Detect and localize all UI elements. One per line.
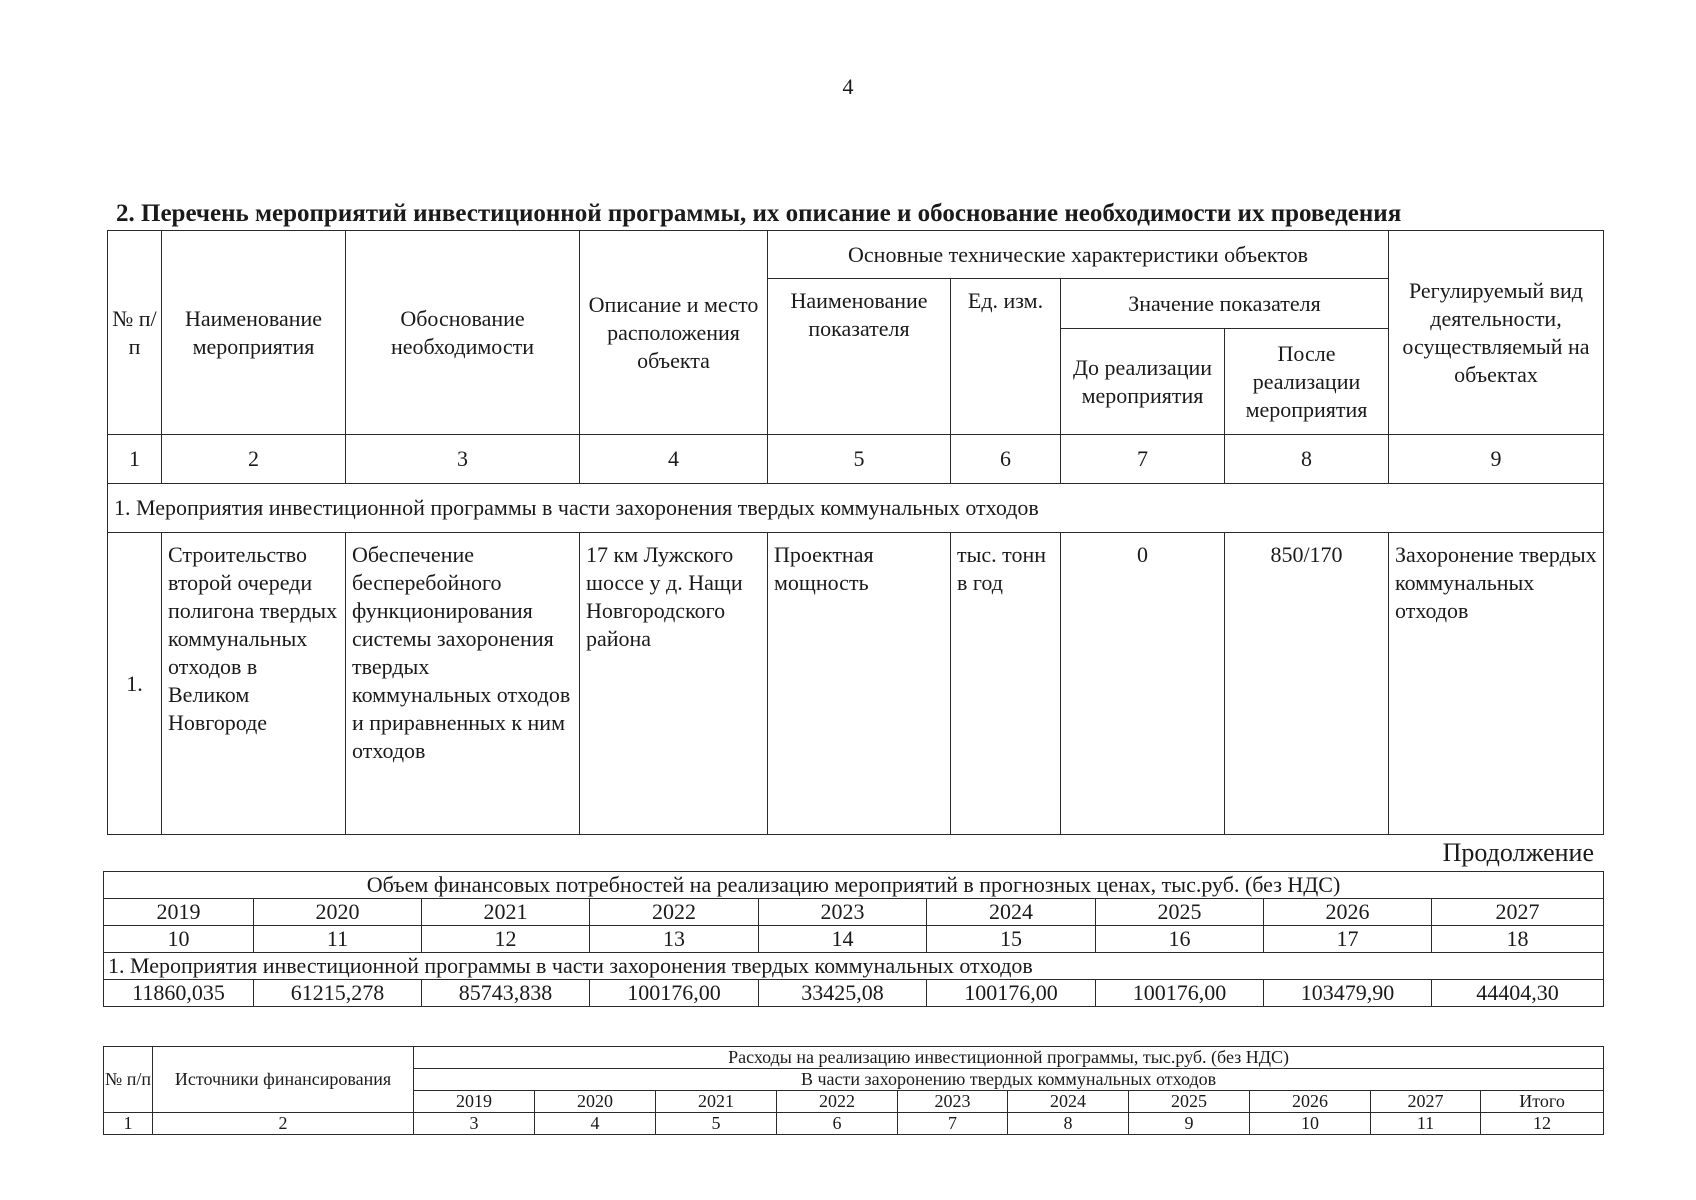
column-number: 8 (1225, 435, 1389, 484)
header-measure-name: Наименование мероприятия (162, 231, 346, 435)
value-after: 850/170 (1225, 533, 1389, 835)
year-cell: 2022 (777, 1091, 898, 1113)
year-cell: 2025 (1096, 899, 1264, 926)
column-number: 8 (1008, 1113, 1129, 1135)
column-number: 17 (1264, 926, 1432, 953)
section-heading: 2. Перечень мероприятий инвестиционной программы, их описание и обоснование необходимости их проведения (116, 200, 1402, 227)
header-justification: Обоснование необходимости (346, 231, 580, 435)
column-number: 9 (1129, 1113, 1250, 1135)
year-cell: 2027 (1371, 1091, 1481, 1113)
section-row: 1. Мероприятия инвестиционной программы в части захоронения твердых коммунальных отходов (104, 953, 1604, 980)
amount-cell: 100176,00 (590, 980, 759, 1007)
measure-name: Строительство второй очереди полигона твердых коммунальных отходов в Великом Новгороде (162, 533, 346, 835)
amount-cell: 85743,838 (422, 980, 590, 1007)
column-number: 16 (1096, 926, 1264, 953)
header-num: № п/п (108, 231, 162, 435)
column-number: 12 (422, 926, 590, 953)
header-sources: Источники финансирования (153, 1047, 414, 1113)
column-number: 11 (254, 926, 422, 953)
year-cell: 2026 (1264, 899, 1432, 926)
column-number: 10 (104, 926, 254, 953)
column-number: 15 (927, 926, 1096, 953)
column-number: 4 (535, 1113, 656, 1135)
year-cell: 2021 (656, 1091, 777, 1113)
column-number: 9 (1389, 435, 1604, 484)
amount-cell: 44404,30 (1432, 980, 1604, 1007)
amount-cell: 100176,00 (1096, 980, 1264, 1007)
amount-cell: 61215,278 (254, 980, 422, 1007)
amount-cell: 100176,00 (927, 980, 1096, 1007)
column-number: 14 (759, 926, 927, 953)
header-part: В части захоронению твердых коммунальных отходов (414, 1069, 1604, 1091)
financing-title: Объем финансовых потребностей на реализацию мероприятий в прогнозных ценах, тыс.руб. (без НДС) (104, 872, 1604, 899)
value-before: 0 (1061, 533, 1225, 835)
column-number: 3 (414, 1113, 535, 1135)
indicator-unit: тыс. тонн в год (951, 533, 1061, 835)
amount-cell: 11860,035 (104, 980, 254, 1007)
header-activity: Регулируемый вид деятельности, осуществляемый на объектах (1389, 231, 1604, 435)
continuation-label: Продолжение (1442, 838, 1594, 867)
year-cell: 2019 (414, 1091, 535, 1113)
column-number: 5 (768, 435, 951, 484)
measures-table (107, 230, 1604, 835)
amount-cell: 103479,90 (1264, 980, 1432, 1007)
year-cell: 2026 (1250, 1091, 1371, 1113)
column-number: 13 (590, 926, 759, 953)
amount-cell: 33425,08 (759, 980, 927, 1007)
column-number: 6 (951, 435, 1061, 484)
header-num: № п/п (104, 1047, 153, 1113)
year-cell: 2023 (759, 899, 927, 926)
column-number: 3 (346, 435, 580, 484)
year-cell: 2020 (535, 1091, 656, 1113)
header-indicator-value: Значение показателя (1061, 279, 1389, 329)
column-number: 2 (162, 435, 346, 484)
header-before: До реализации мероприятия (1061, 329, 1225, 435)
year-cell: 2022 (590, 899, 759, 926)
total-header: Итого (1481, 1091, 1604, 1113)
year-cell: 2020 (254, 899, 422, 926)
year-cell: 2019 (104, 899, 254, 926)
measure-justification: Обеспечение бесперебойного функционирования системы захоронения твердых коммунальных отходов и приравненных к ним отходов (346, 533, 580, 835)
column-number: 12 (1481, 1113, 1604, 1135)
header-tech-characteristics: Основные технические характеристики объектов (768, 231, 1389, 279)
year-cell: 2023 (898, 1091, 1008, 1113)
year-cell: 2024 (927, 899, 1096, 926)
header-after: После реализации мероприятия (1225, 329, 1389, 435)
column-number: 6 (777, 1113, 898, 1135)
year-cell: 2024 (1008, 1091, 1129, 1113)
column-number: 4 (580, 435, 768, 484)
indicator-name: Проектная мощность (768, 533, 951, 835)
column-number: 10 (1250, 1113, 1371, 1135)
column-number: 11 (1371, 1113, 1481, 1135)
activity-type: Захоронение твердых коммунальных отходов (1389, 533, 1604, 835)
header-description: Описание и место расположения объекта (580, 231, 768, 435)
measure-location: 17 км Лужского шоссе у д. Нащи Новгородского района (580, 533, 768, 835)
column-number: 1 (108, 435, 162, 484)
column-number: 18 (1432, 926, 1604, 953)
year-cell: 2025 (1129, 1091, 1250, 1113)
column-number: 7 (1061, 435, 1225, 484)
column-number: 7 (898, 1113, 1008, 1135)
header-indicator-name: Наименование показателя (768, 279, 951, 435)
row-number: 1. (108, 533, 162, 835)
year-cell: 2021 (422, 899, 590, 926)
page-number: 4 (842, 74, 854, 99)
header-unit: Ед. изм. (951, 279, 1061, 435)
financing-needs-table (103, 871, 1604, 1007)
header-expenses: Расходы на реализацию инвестиционной программы, тыс.руб. (без НДС) (414, 1047, 1604, 1069)
expenses-table (103, 1046, 1604, 1135)
section-row: 1. Мероприятия инвестиционной программы в части захоронения твердых коммунальных отходов (108, 484, 1604, 533)
column-number: 5 (656, 1113, 777, 1135)
column-number: 2 (153, 1113, 414, 1135)
year-cell: 2027 (1432, 899, 1604, 926)
column-number: 1 (104, 1113, 153, 1135)
